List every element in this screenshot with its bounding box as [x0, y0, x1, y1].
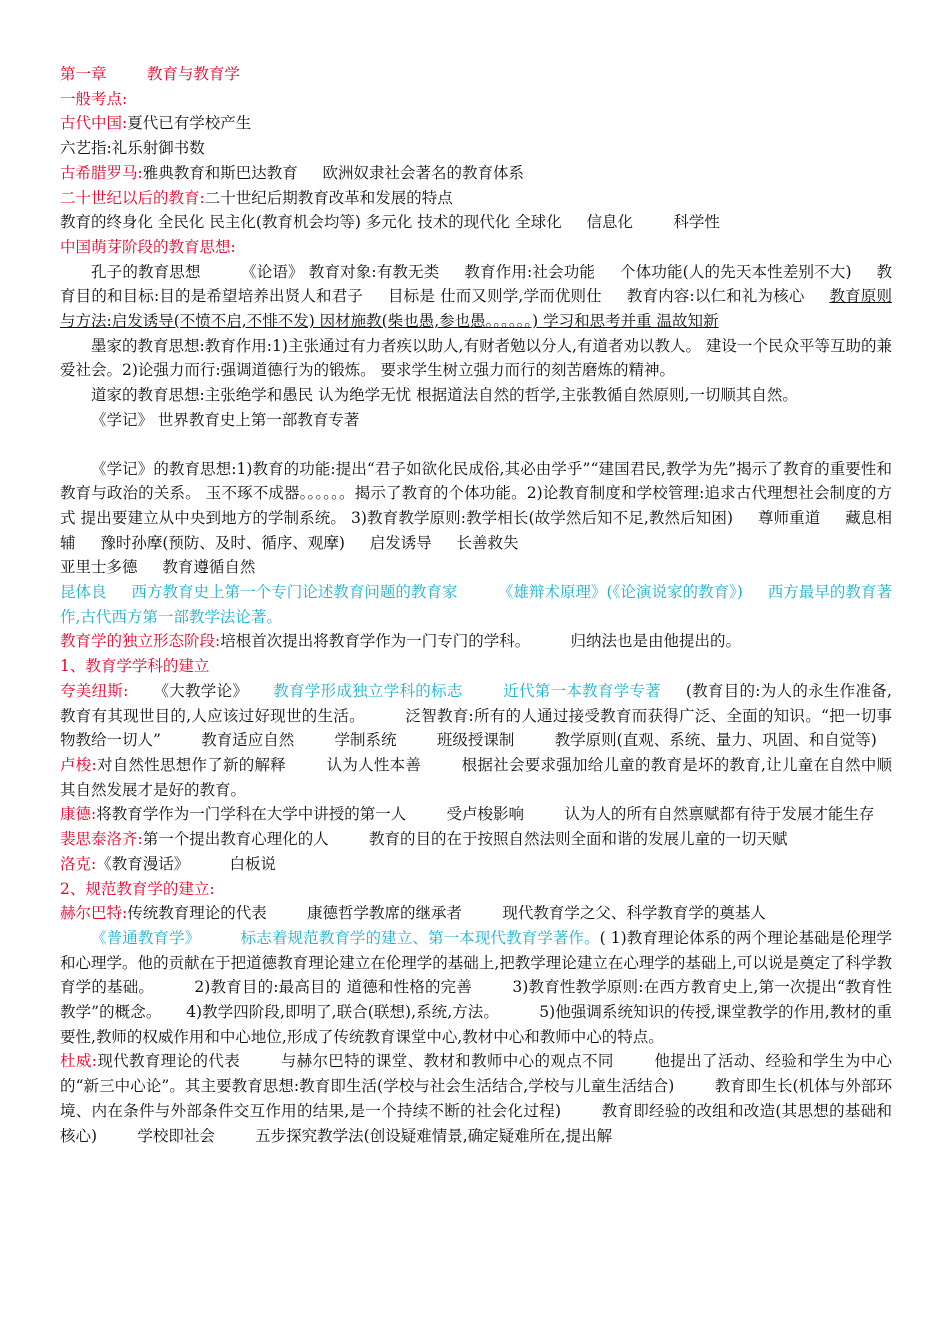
- line-quintilian: 昆体良 西方教育史上第一个专门论述教育问题的教育家 《雄辩术原理》(《论演说家的教育》) 西方最早的教育著作,古代西方第一部教学法论著。: [60, 583, 892, 626]
- chapter-title: 第一章 教育与教育学: [60, 65, 240, 83]
- term-locke: 洛克:: [60, 854, 97, 873]
- term-20th-century: 二十世纪以后的教育:: [60, 188, 205, 207]
- term-herbart: 赫尔巴特:: [60, 904, 128, 923]
- line-locke: 洛克:《教育漫话》 白板说: [60, 854, 277, 873]
- line-aristotle: 亚里士多德 教育遵循自然: [60, 558, 256, 577]
- paragraph-rousseau: 卢梭:对自然性思想作了新的解释 认为人性本善 根据社会要求强加给儿童的教育是坏的教育,让儿童在自然中顺其自然发展才是好的教育。: [60, 755, 892, 799]
- line-xueji: 《学记》 世界教育史上第一部教育专著: [91, 410, 360, 429]
- line-greece-rome: 古希腊罗马:雅典教育和斯巴达教育 欧洲奴隶社会著名的教育体系: [60, 163, 525, 182]
- paragraph-taoism: 道家的教育思想:主张绝学和愚民 认为绝学无忧 根据道法自然的哲学,主张教循自然原则,一切顺其自然。: [91, 386, 798, 405]
- paragraph-mohism: 墨家的教育思想:教育作用:1)主张通过有力者疾以助人,有财者勉以分人,有道者劝以教人。 建设一个民众平等互助的兼爱社会。2)论强力而行:强调道德行为的锻炼。 要求学生树立强力而行的刻苦磨炼的精神。: [60, 336, 892, 380]
- underlined-principles: 教育原则与方法:启发诱导(不愤不启,不悱不发) 因材施教(柴也愚,参也愚。。。。。。) 学习和思考并重 温故知新: [60, 287, 892, 331]
- section-heading-china-ideas: 中国萌芽阶段的教育思想:: [60, 237, 236, 256]
- paragraph-xueji-ideas: 《学记》的教育思想:1)教育的功能:提出“君子如欲化民成俗,其必由学乎”“建国君民,教学为先”揭示了教育的重要性和教育与政治的关系。 玉不琢不成器。。。。。。揭示了教育的个体功能。2)论教育制度和学校管理:追求古代理想社会制度的方式 提出要建立从中央到地方的学制系统。 3)教育教学原则:教学相长(故学然后知不足,教然后知困) 尊师重道 藏息相辅 豫时孙摩(预防、及时、循序、观摩) 启发诱导 长善救失: [60, 459, 892, 552]
- term-greece-rome: 古希腊罗马:: [60, 163, 143, 182]
- term-kant: 康德:: [60, 805, 97, 824]
- line-20th-century: 二十世纪以后的教育:二十世纪后期教育改革和发展的特点: [60, 188, 453, 207]
- blank-gap: [60, 433, 892, 457]
- line-six-arts: 六艺指:礼乐射御书数: [60, 139, 205, 158]
- paragraph-dewey: 杜威:现代教育理论的代表 与赫尔巴特的课堂、教材和教师中心的观点不同 他提出了活动、经验和学生为中心的“新三中心论”。其主要教育思想:教育即生活(学校与社会生活结合,学校与儿童生活结合) 教育即生长(机体与外部环境、内在条件与外部条件交互作用的结果,是一个持续不断的社会化过程) 教育即经验的改组和改造(其思想的基础和核心) 学校即社会 五步探究教学法(创设疑难情景,确定疑难所在,提出解: [60, 1052, 892, 1145]
- paragraph-comenius: 夸美纽斯: 《大教学论》 教育学形成独立学科的标志 近代第一本教育学专著 (教育目的:为人的永生作准备,教育有其现世目的,人应该过好现世的生活。 泛智教育:所有的人通过接受教育而获得广泛、全面的知识。“把一切事物教给一切人” 教育适应自然 学制系统 班级授课制 教学原则(直观、系统、量力、巩固、和自觉等): [60, 681, 892, 750]
- line-ancient-china: 古代中国:夏代已有学校产生: [60, 114, 252, 133]
- term-rousseau: 卢梭:: [60, 755, 97, 774]
- line-herbart: 赫尔巴特:传统教育理论的代表 康德哲学教席的继承者 现代教育学之父、科学教育学的奠基人: [60, 904, 766, 923]
- term-independent-stage: 教育学的独立形态阶段:: [60, 632, 221, 651]
- line-trends: 教育的终身化 全民化 民主化(教育机会均等) 多元化 技术的现代化 全球化 信息化 科学性: [60, 213, 720, 232]
- line-independent-stage: 教育学的独立形态阶段:培根首次提出将教育学作为一门专门的学科。 归纳法也是由他提出的。: [60, 632, 742, 651]
- line-pestalozzi: 裴思泰洛齐:第一个提出教育心理化的人 教育的目的在于按照自然法则全面和谐的发展儿童的一切天赋: [60, 830, 788, 849]
- term-pestalozzi: 裴思泰洛齐:: [60, 830, 143, 849]
- paragraph-kant: 康德:将教育学作为一门学科在大学中讲授的第一人 受卢梭影响 认为人的所有自然禀赋都有待于发展才能生存: [60, 805, 875, 824]
- term-comenius: 夸美纽斯:: [60, 681, 129, 700]
- term-ancient-china: 古代中国:: [60, 114, 128, 133]
- paragraph-confucius: 孔子的教育思想 《论语》 教育对象:有教无类 教育作用:社会功能 个体功能(人的先天本性差别不大) 教育目的和目标:目的是希望培养出贤人和君子 目标是 仕而又则学,学而优则仕 教育内容:以仁和礼为核心 教育原则与方法:启发诱导(不愤不启,不悱不发) 因材施教(柴也愚,参也愚。。。。。。) 学习和思考并重 温故知新: [60, 262, 892, 331]
- term-dewey: 杜威:: [60, 1052, 97, 1071]
- paragraph-general-pedagogy: 《普通教育学》 标志着规范教育学的建立、第一本现代教育学著作。( 1)教育理论体系的两个理论基础是伦理学和心理学。他的贡献在于把道德教育理论建立在伦理学的基础上,把教学理论建立在心理学的基础上,可以说是奠定了科学教育学的基础。 2)教育目的:最高目的 道德和性格的完善 3)教育性教学原则:在西方教育史上,第一次提出“教育性教学”的概念。 4)教学四阶段,即明了,联合(联想),系统,方法。 5)他强调系统知识的传授,课堂教学的作用,教材的重要性,教师的权威作用和中心地位,形成了传统教育课堂中心,教材中心和教师中心的特点。: [60, 928, 892, 1046]
- document-body: [60, 62, 892, 1148]
- section-heading-general: 一般考点:: [60, 89, 128, 108]
- section-heading-discipline: 1、教育学学科的建立: [60, 657, 210, 676]
- section-heading-normative: 2、规范教育学的建立:: [60, 879, 215, 898]
